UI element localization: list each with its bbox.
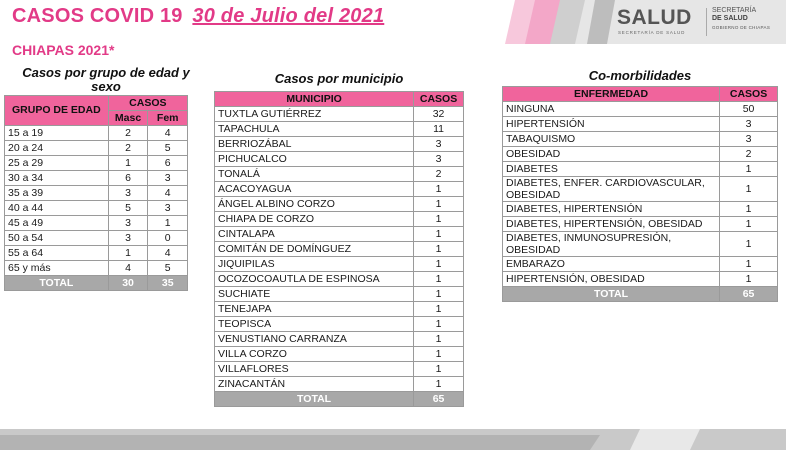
comorbilidad-row-casos: 1 xyxy=(720,217,778,232)
municipio-row-name: TUXTLA GUTIÉRREZ xyxy=(215,107,414,122)
age-row-fem: 6 xyxy=(148,156,188,171)
comorbilidad-row-name: HIPERTENSIÓN xyxy=(503,117,720,132)
age-row-group: 65 y más xyxy=(5,261,109,276)
municipio-row xyxy=(215,212,464,227)
age-table xyxy=(4,95,188,291)
age-row-fem: 3 xyxy=(148,201,188,216)
municipio-row-name: VILLAFLORES xyxy=(215,362,414,377)
title-date: 30 de Julio del 2021 xyxy=(192,5,385,27)
logo-brand-sub: SECRETARÍA DE SALUD xyxy=(618,30,686,35)
age-row xyxy=(5,126,188,141)
comorbilidad-row-name: DIABETES, HIPERTENSIÓN, OBESIDAD xyxy=(503,217,720,232)
mun-total-row xyxy=(215,392,464,407)
age-row-group: 40 a 44 xyxy=(5,201,109,216)
comorbilidad-row-casos: 3 xyxy=(720,132,778,147)
comorbilidad-row xyxy=(503,257,778,272)
municipio-row-name: PICHUCALCO xyxy=(215,152,414,167)
mun-total-label: TOTAL xyxy=(215,392,414,407)
mun-col-municipio: MUNICIPIO xyxy=(215,92,414,107)
comorbilidad-row xyxy=(503,162,778,177)
logo-divider xyxy=(706,8,707,36)
comorbilidad-row-casos: 1 xyxy=(720,232,778,257)
age-col-fem: Fem xyxy=(148,111,188,126)
age-row-fem: 0 xyxy=(148,231,188,246)
age-total-row xyxy=(5,276,188,291)
logo-sec-line1: SECRETARÍA xyxy=(712,7,757,14)
age-row-masc: 6 xyxy=(108,171,148,186)
municipio-row-casos: 1 xyxy=(414,377,464,392)
municipio-row-name: SUCHIATE xyxy=(215,287,414,302)
municipio-row-name: TENEJAPA xyxy=(215,302,414,317)
comorbilidad-row-casos: 1 xyxy=(720,162,778,177)
age-row-masc: 1 xyxy=(108,246,148,261)
comorbilidad-row xyxy=(503,217,778,232)
municipio-row xyxy=(215,167,464,182)
age-section-title: Casos por grupo de edad y sexo xyxy=(22,65,190,94)
municipio-row-casos: 1 xyxy=(414,317,464,332)
comorbilidad-row-casos: 50 xyxy=(720,102,778,117)
comorbilidades-section-title: Co-morbilidades xyxy=(588,68,692,83)
age-row-masc: 3 xyxy=(108,186,148,201)
municipio-row xyxy=(215,287,464,302)
municipio-row xyxy=(215,317,464,332)
municipio-table-body xyxy=(215,107,464,392)
municipio-row xyxy=(215,347,464,362)
comorbilidad-row xyxy=(503,117,778,132)
comorbilidad-row xyxy=(503,232,778,257)
municipio-row-casos: 1 xyxy=(414,347,464,362)
municipio-row-name: CHIAPA DE CORZO xyxy=(215,212,414,227)
municipio-row-name: JIQUIPILAS xyxy=(215,257,414,272)
age-col-masc: Masc xyxy=(108,111,148,126)
municipio-row-casos: 1 xyxy=(414,182,464,197)
age-row xyxy=(5,141,188,156)
age-row-group: 35 a 39 xyxy=(5,186,109,201)
municipio-row-casos: 3 xyxy=(414,152,464,167)
age-row-masc: 3 xyxy=(108,231,148,246)
page-title xyxy=(12,5,384,28)
municipio-row-name: ACACOYAGUA xyxy=(215,182,414,197)
comorbilidad-row-name: NINGUNA xyxy=(503,102,720,117)
age-row-group: 55 a 64 xyxy=(5,246,109,261)
comorbilidad-row xyxy=(503,147,778,162)
municipio-row xyxy=(215,152,464,167)
comorbilidad-row-name: HIPERTENSIÓN, OBESIDAD xyxy=(503,272,720,287)
municipio-row xyxy=(215,227,464,242)
com-col-casos: CASOS xyxy=(720,87,778,102)
comorbilidad-row xyxy=(503,272,778,287)
municipio-row-casos: 3 xyxy=(414,137,464,152)
mun-total-casos: 65 xyxy=(414,392,464,407)
municipio-row-name: CINTALAPA xyxy=(215,227,414,242)
municipio-row xyxy=(215,197,464,212)
municipio-row-casos: 1 xyxy=(414,227,464,242)
municipio-row-name: BERRIOZÁBAL xyxy=(215,137,414,152)
age-row-fem: 5 xyxy=(148,261,188,276)
logo-sec-line2: DE SALUD xyxy=(712,15,748,22)
age-row-group: 45 a 49 xyxy=(5,216,109,231)
comorbilidad-row-casos: 1 xyxy=(720,177,778,202)
municipio-row-name: COMITÁN DE DOMÍNGUEZ xyxy=(215,242,414,257)
municipio-table xyxy=(214,91,464,407)
municipio-row-casos: 1 xyxy=(414,257,464,272)
age-row-group: 50 a 54 xyxy=(5,231,109,246)
municipio-row-casos: 32 xyxy=(414,107,464,122)
municipio-row xyxy=(215,122,464,137)
municipio-row-casos: 1 xyxy=(414,302,464,317)
comorbilidad-row-casos: 2 xyxy=(720,147,778,162)
municipio-row xyxy=(215,272,464,287)
comorbilidad-row-name: DIABETES, ENFER. CARDIOVASCULAR, OBESIDAD xyxy=(503,177,720,202)
age-row xyxy=(5,186,188,201)
comorbilidad-row-name: OBESIDAD xyxy=(503,147,720,162)
age-row-masc: 2 xyxy=(108,141,148,156)
comorbilidad-row-casos: 1 xyxy=(720,202,778,217)
municipio-row xyxy=(215,377,464,392)
age-table-body xyxy=(5,126,188,276)
logo-secretaria xyxy=(712,7,770,32)
age-row-fem: 4 xyxy=(148,126,188,141)
age-row-group: 25 a 29 xyxy=(5,156,109,171)
municipio-row xyxy=(215,362,464,377)
com-total-row xyxy=(503,287,778,302)
age-col-casos: CASOS xyxy=(108,96,187,111)
age-row xyxy=(5,156,188,171)
municipio-row-name: ZINACANTÁN xyxy=(215,377,414,392)
age-row xyxy=(5,201,188,216)
municipio-row xyxy=(215,242,464,257)
age-row-fem: 1 xyxy=(148,216,188,231)
comorbilidad-row-name: DIABETES, INMUNOSUPRESIÓN, OBESIDAD xyxy=(503,232,720,257)
age-row-fem: 4 xyxy=(148,246,188,261)
comorbilidad-row xyxy=(503,132,778,147)
municipio-row-name: VILLA CORZO xyxy=(215,347,414,362)
age-row-fem: 5 xyxy=(148,141,188,156)
municipio-row-name: VENUSTIANO CARRANZA xyxy=(215,332,414,347)
age-row-group: 20 a 24 xyxy=(5,141,109,156)
comorbilidad-row-casos: 3 xyxy=(720,117,778,132)
comorbilidad-row-casos: 1 xyxy=(720,272,778,287)
age-row xyxy=(5,171,188,186)
age-row-group: 15 a 19 xyxy=(5,126,109,141)
comorbilidad-row-name: TABAQUISMO xyxy=(503,132,720,147)
municipio-row xyxy=(215,182,464,197)
com-col-enfermedad: ENFERMEDAD xyxy=(503,87,720,102)
municipio-row xyxy=(215,332,464,347)
municipio-section-title: Casos por municipio xyxy=(274,71,404,86)
age-row-masc: 4 xyxy=(108,261,148,276)
logo-sec-line3: GOBIERNO DE CHIAPAS xyxy=(712,25,771,30)
age-row-masc: 5 xyxy=(108,201,148,216)
footer-ribbon-graphic xyxy=(0,427,786,450)
municipio-row xyxy=(215,302,464,317)
comorbilidad-row-casos: 1 xyxy=(720,257,778,272)
age-row-fem: 4 xyxy=(148,186,188,201)
age-row-fem: 3 xyxy=(148,171,188,186)
logo-brand: SALUD xyxy=(617,6,692,29)
comorbilidad-row xyxy=(503,177,778,202)
age-row xyxy=(5,231,188,246)
age-row-masc: 3 xyxy=(108,216,148,231)
mun-col-casos: CASOS xyxy=(414,92,464,107)
age-total-label: TOTAL xyxy=(5,276,109,291)
municipio-row-casos: 1 xyxy=(414,332,464,347)
municipio-row-name: TAPACHULA xyxy=(215,122,414,137)
comorbilidad-row xyxy=(503,202,778,217)
age-row-masc: 2 xyxy=(108,126,148,141)
municipio-row-casos: 1 xyxy=(414,287,464,302)
municipio-row-name: TONALÁ xyxy=(215,167,414,182)
municipio-row-name: TEOPISCA xyxy=(215,317,414,332)
municipio-row-casos: 1 xyxy=(414,197,464,212)
municipio-row-name: OCOZOCOAUTLA DE ESPINOSA xyxy=(215,272,414,287)
comorbilidad-row-name: DIABETES, HIPERTENSIÓN xyxy=(503,202,720,217)
age-total-fem: 35 xyxy=(148,276,188,291)
municipio-row xyxy=(215,137,464,152)
comorbilidad-row-name: EMBARAZO xyxy=(503,257,720,272)
municipio-row xyxy=(215,257,464,272)
comorbilidad-row xyxy=(503,102,778,117)
comorbilidad-row-name: DIABETES xyxy=(503,162,720,177)
municipio-row-name: ÁNGEL ALBINO CORZO xyxy=(215,197,414,212)
municipio-row xyxy=(215,107,464,122)
municipio-row-casos: 1 xyxy=(414,242,464,257)
age-row xyxy=(5,261,188,276)
title-prefix: CASOS COVID 19 xyxy=(12,5,183,27)
municipio-row-casos: 1 xyxy=(414,212,464,227)
municipio-row-casos: 1 xyxy=(414,362,464,377)
age-row-masc: 1 xyxy=(108,156,148,171)
municipio-row-casos: 11 xyxy=(414,122,464,137)
age-row xyxy=(5,246,188,261)
municipio-row-casos: 2 xyxy=(414,167,464,182)
municipio-row-casos: 1 xyxy=(414,272,464,287)
page-subtitle: CHIAPAS 2021* xyxy=(12,42,115,58)
age-col-group: GRUPO DE EDAD xyxy=(5,96,109,126)
age-row xyxy=(5,216,188,231)
comorbilidades-table xyxy=(502,86,778,302)
age-row-group: 30 a 34 xyxy=(5,171,109,186)
com-total-label: TOTAL xyxy=(503,287,720,302)
age-total-masc: 30 xyxy=(108,276,148,291)
comorbilidades-table-body xyxy=(503,102,778,287)
com-total-casos: 65 xyxy=(720,287,778,302)
